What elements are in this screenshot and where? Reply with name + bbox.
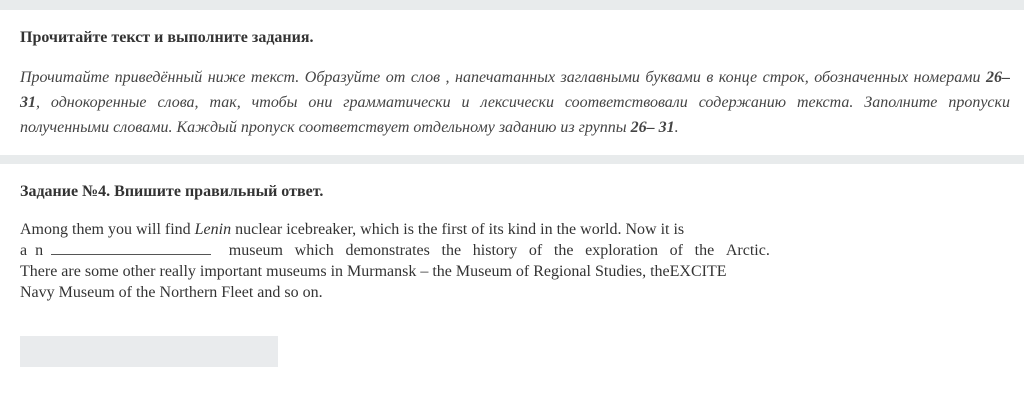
passage-line-2 (20, 240, 770, 261)
passage-word: history (472, 242, 518, 259)
passage-text: Navy Museum of the Northern Fleet and so on. (20, 284, 323, 301)
passage-word: of (669, 242, 683, 259)
section-title: Прочитайте текст и выполните задания. (20, 29, 314, 46)
top-bar (0, 0, 1024, 10)
passage-text: nuclear icebreaker, which is the first of its kind in the world. Now it is (231, 221, 685, 238)
article-text: a n (20, 242, 46, 259)
instructions-text (20, 65, 1010, 140)
passage-word: Arctic. (725, 242, 770, 259)
passage-word: the (553, 242, 574, 259)
passage-line-1 (20, 219, 850, 240)
task-passage (20, 219, 850, 303)
passage-line-3 (20, 261, 850, 282)
keyword-text: EXCITE (669, 263, 727, 280)
ship-name: Lenin (194, 221, 232, 238)
passage-word: the (694, 242, 715, 259)
instructions-part2: , однокоренные слова, так, чтобы они грамматически и лексически соответствовали содержанию текста. Заполните пропуски полученными словами. Каждый пропуск соответствует отдельному заданию из группы (20, 94, 1010, 136)
blank-gap (51, 240, 211, 255)
passage-word: the (441, 242, 462, 259)
passage-word: demonstrates (345, 242, 430, 259)
passage-word: exploration (585, 242, 658, 259)
passage-text: Among them you will find (20, 221, 195, 238)
passage-text: There are some other really important museums in Murmansk – the Museum of Regional Studies, the (20, 263, 670, 280)
section-divider (0, 155, 1024, 164)
instructions-part1: Прочитайте приведённый ниже текст. Образуйте от слов , напечатанных заглавными буквами в конце строк, обозначенных номерами (20, 69, 986, 86)
task-range-2: 26– 31 (630, 119, 675, 136)
answer-input[interactable] (20, 336, 278, 367)
task-title: Задание №4. Впишите правильный ответ. (20, 183, 324, 200)
passage-word: museum (228, 242, 283, 259)
passage-word: which (294, 242, 334, 259)
passage-line-4 (20, 282, 850, 303)
instructions-part3: . (674, 119, 679, 136)
passage-word: of (528, 242, 543, 259)
task-range-1: 26– 31 (20, 69, 1010, 111)
